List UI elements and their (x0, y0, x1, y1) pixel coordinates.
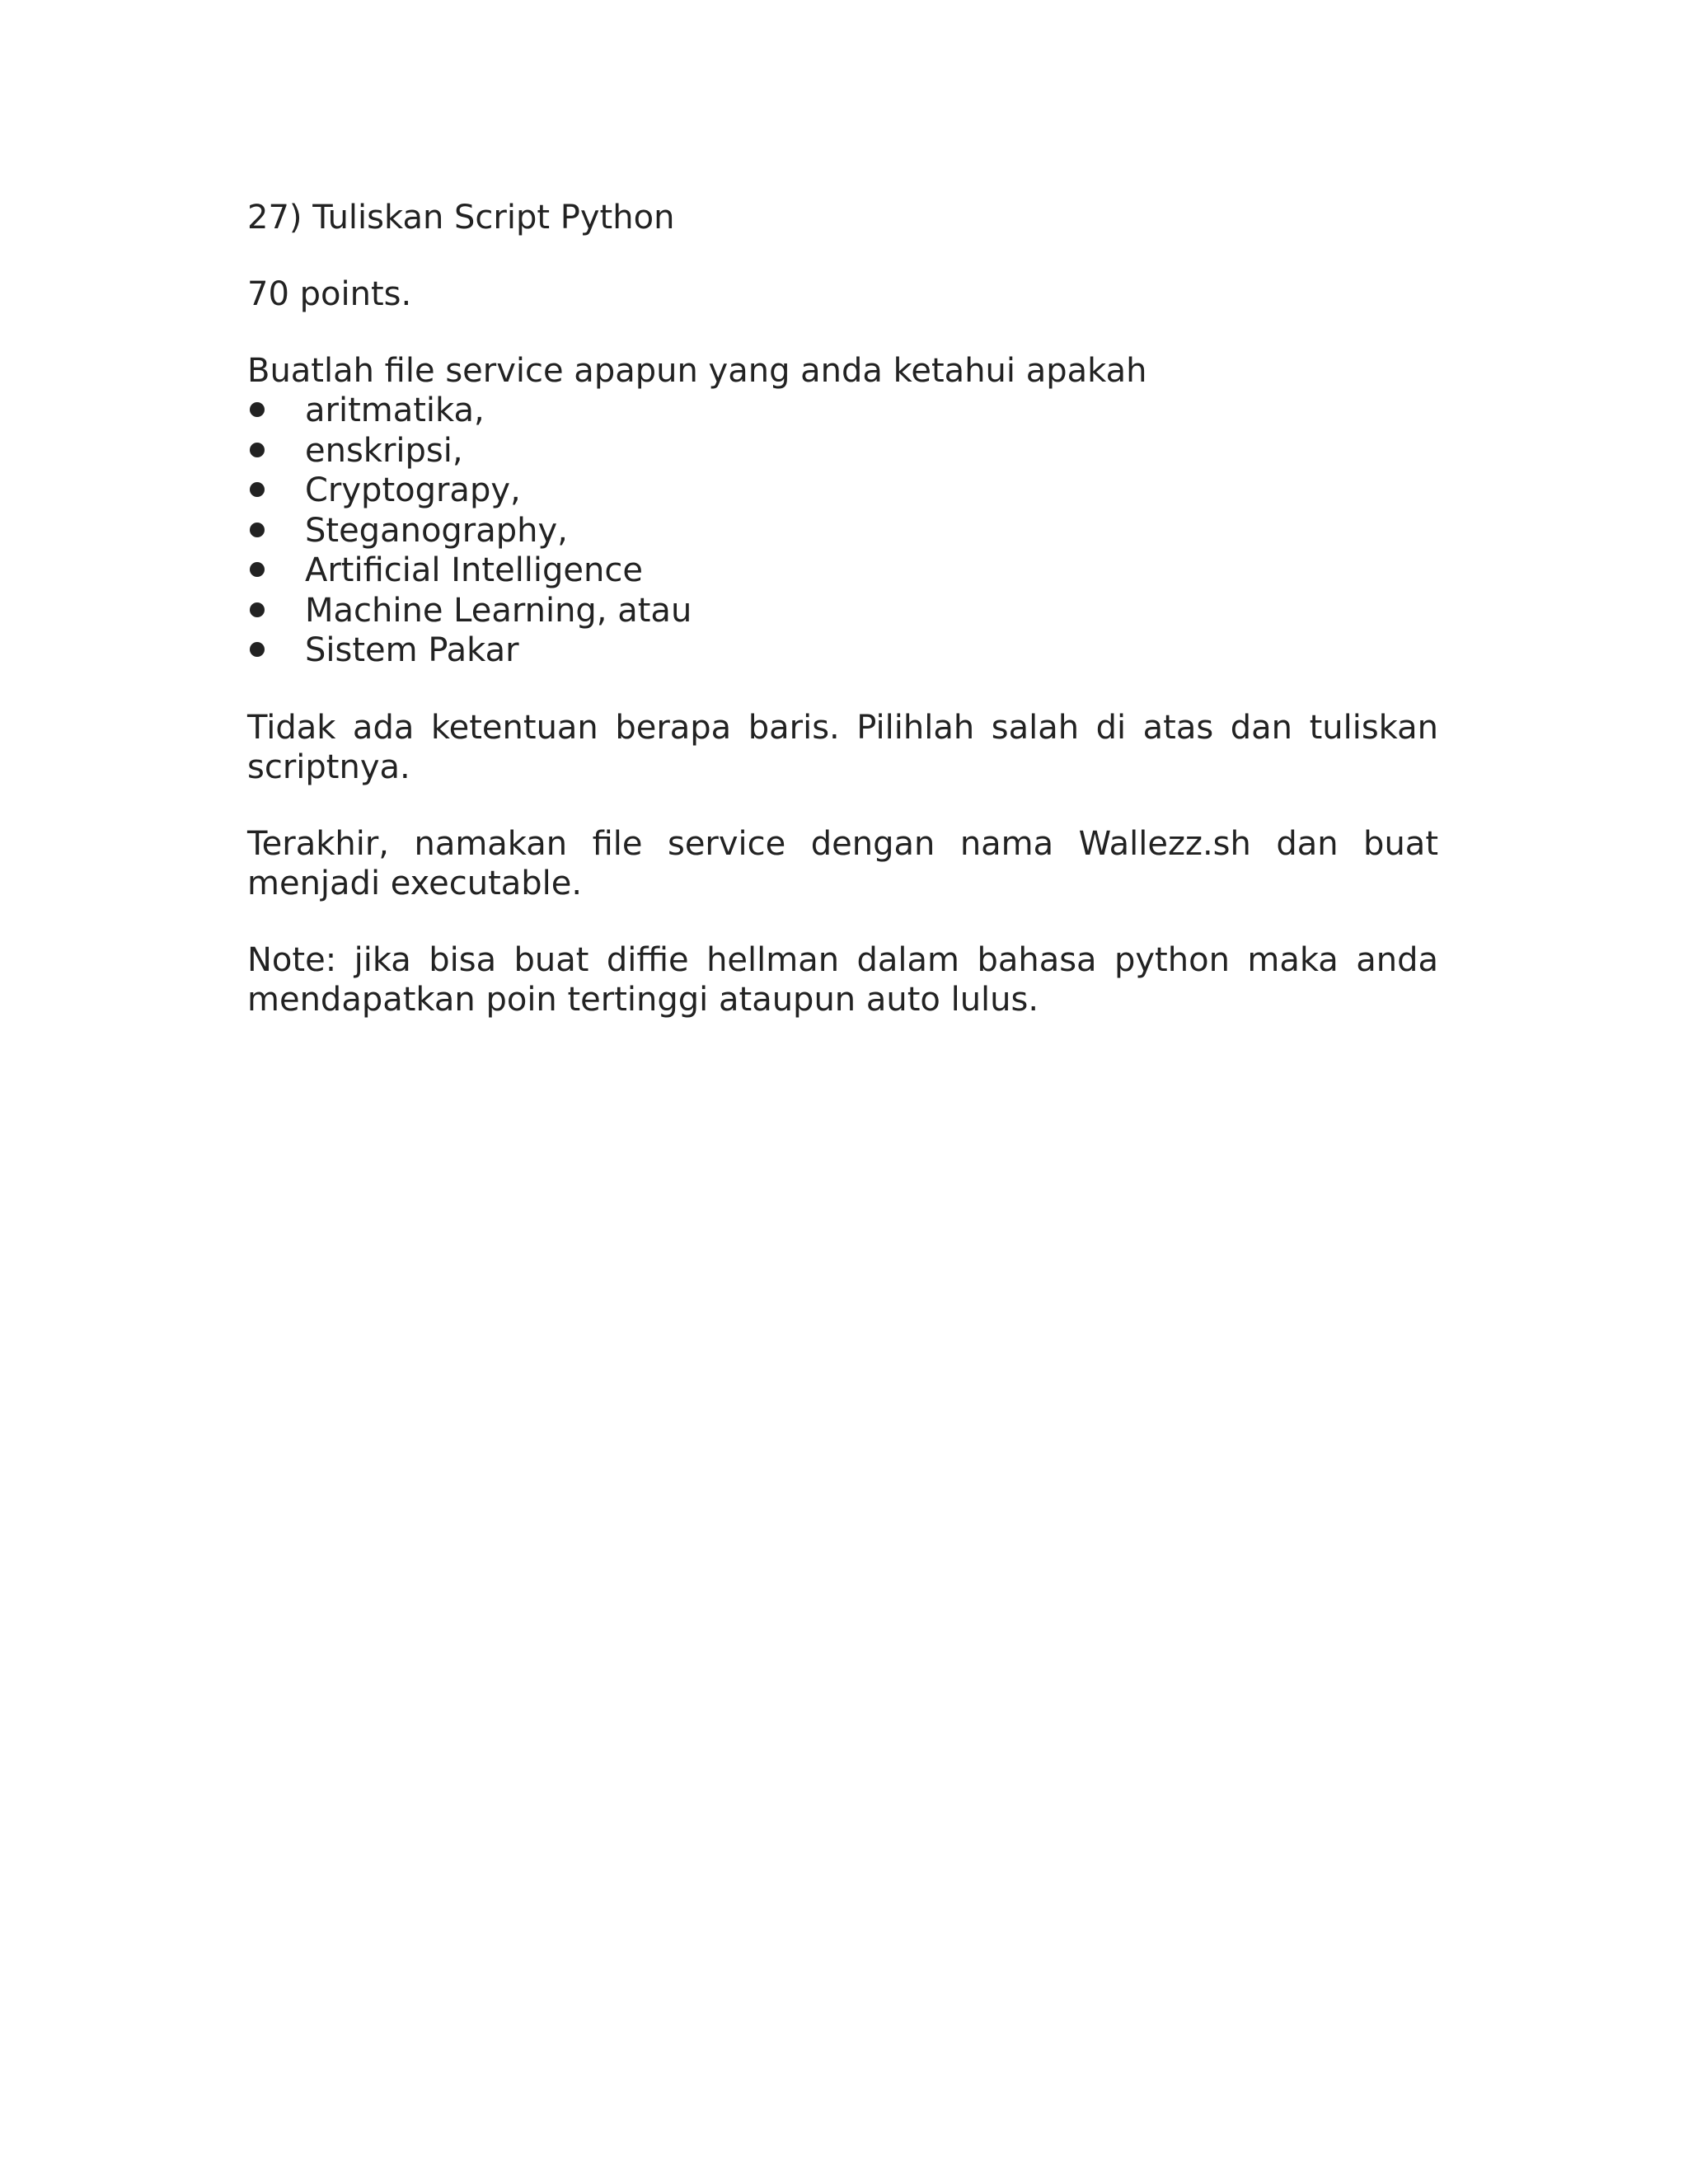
list-item-label: enskripsi, (305, 431, 463, 470)
list-item-label: Cryptograpy, (305, 471, 521, 509)
topic-list (247, 391, 1438, 671)
bullet-icon (250, 482, 265, 497)
bullet-icon (250, 402, 265, 417)
bullet-icon (250, 523, 265, 537)
bullet-icon (250, 602, 265, 617)
filename-paragraph: Terakhir, namakan file service dengan nama Wallezz.sh dan buat menjadi executable. (247, 824, 1438, 902)
bullet-icon (250, 443, 265, 457)
document-body (247, 198, 1438, 1019)
list-item-label: aritmatika, (305, 391, 485, 429)
list-item-label: Sistem Pakar (305, 631, 519, 669)
intro-text: Buatlah file service apapun yang anda ketahui apakah (247, 352, 1147, 390)
list-item (247, 551, 1438, 591)
instruction-paragraph: Tidak ada ketentuan berapa baris. Pilihlah salah di atas dan tuliskan scriptnya. (247, 708, 1438, 786)
list-item (247, 391, 1438, 431)
question-heading: 27) Tuliskan Script Python (247, 199, 675, 237)
list-item (247, 591, 1438, 631)
list-item (247, 471, 1438, 511)
points-label: 70 points. (247, 275, 412, 313)
list-item-label: Steganography, (305, 511, 568, 550)
bullet-icon (250, 562, 265, 577)
bullet-icon (250, 642, 265, 657)
list-item (247, 511, 1438, 551)
list-item (247, 431, 1438, 471)
list-item-label: Machine Learning, atau (305, 591, 692, 630)
list-item (247, 630, 1438, 671)
note-paragraph: Note: jika bisa buat diffie hellman dalam bahasa python maka anda mendapatkan poin tertinggi ataupun auto lulus. (247, 940, 1438, 1019)
list-item-label: Artificial Intelligence (305, 551, 643, 589)
